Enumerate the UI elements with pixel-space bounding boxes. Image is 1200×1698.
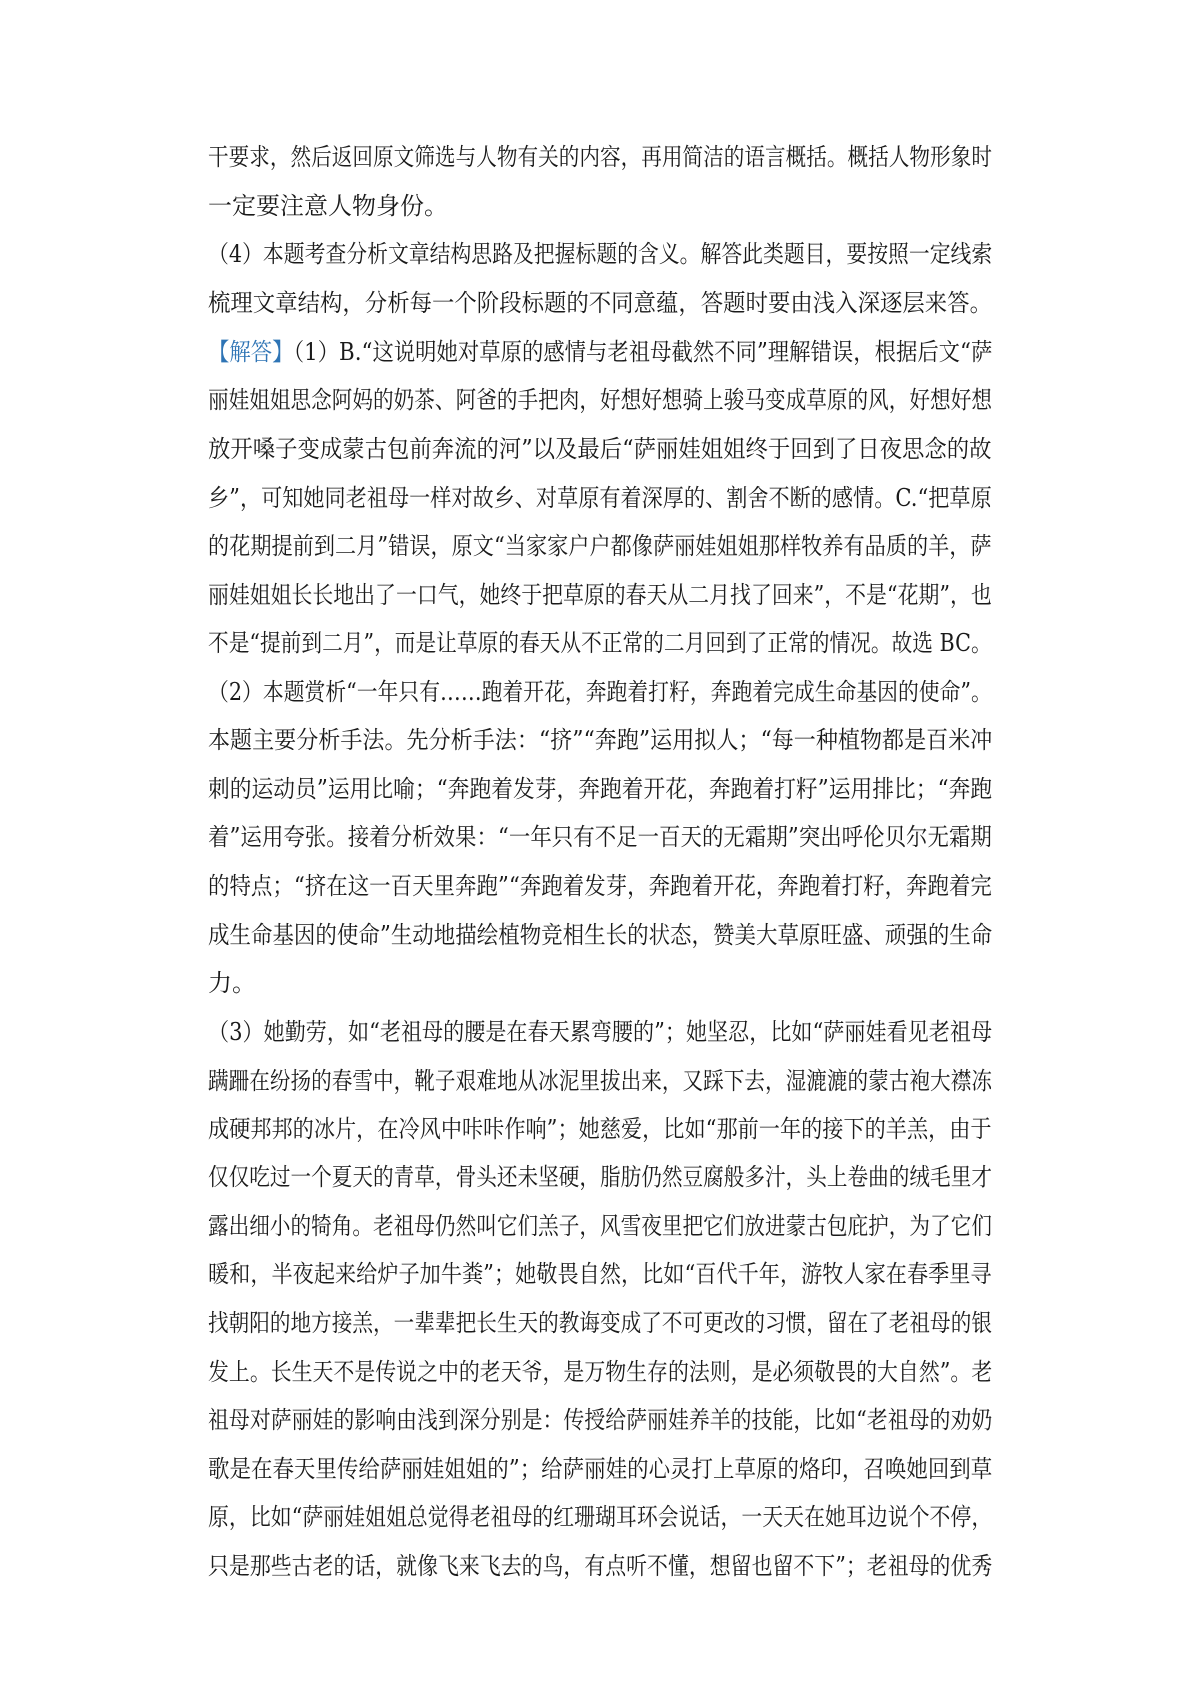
text-line: 丽娃姐姐思念阿妈的奶茶、阿爸的手把肉，好想好想骑上骏马变成草原的风，好想好想 bbox=[208, 386, 992, 414]
text-line: 力。 bbox=[208, 969, 256, 997]
text-line: 成生命基因的使命”生动地描绘植物竞相生长的状态，赞美大草原旺盛、顽强的生命 bbox=[208, 921, 993, 949]
text-line: 成硬邦邦的冰片，在冷风中咔咔作响”；她慈爱，比如“那前一年的接下的羊羔，由于 bbox=[208, 1115, 992, 1143]
text-line: 本题主要分析手法。先分析手法：“挤”“奔跑”运用拟人；“每一种植物都是百米冲 bbox=[208, 726, 993, 754]
text-line: （3）她勤劳，如“老祖母的腰是在春天累弯腰的”；她坚忍，比如“萨丽娃看见老祖母 bbox=[208, 1018, 993, 1046]
text-line: 露出细小的犄角。老祖母仍然叫它们羔子，风雪夜里把它们放进蒙古包庇护，为了它们 bbox=[208, 1212, 992, 1240]
text-line: 刺的运动员”运用比喻；“奔跑着发芽，奔跑着开花，奔跑着打籽”运用排比；“奔跑 bbox=[208, 775, 993, 803]
text-line: 找朝阳的地方接羔，一辈辈把长生天的教诲变成了不可更改的习惯，留在了老祖母的银 bbox=[208, 1309, 992, 1337]
text-line: 不是“提前到二月”，而是让草原的春天从不正常的二月回到了正常的情况。故选 BC。 bbox=[208, 629, 992, 657]
text-line: 原，比如“萨丽娃姐姐总觉得老祖母的红珊瑚耳环会说话，一天天在她耳边说个不停， bbox=[208, 1503, 993, 1531]
text-line: 着”运用夸张。接着分析效果：“一年只有不足一百天的无霜期”突出呼伦贝尔无霜期 bbox=[208, 823, 992, 851]
text-line: 发上。长生天不是传说之中的老天爷，是万物生存的法则，是必须敬畏的大自然”。老 bbox=[208, 1358, 993, 1386]
text-line: （4）本题考查分析文章结构思路及把握标题的含义。解答此类题目，要按照一定线索 bbox=[208, 240, 993, 268]
text-line: 梳理文章结构，分析每一个阶段标题的不同意蕴，答题时要由浅入深逐层来答。 bbox=[208, 289, 992, 317]
text-line: 蹒跚在纷扬的春雪中，靴子艰难地从冰泥里拔出来，又踩下去，湿漉漉的蒙古袍大襟冻 bbox=[208, 1067, 992, 1095]
text-line: 的花期提前到二月”错误，原文“当家家户户都像萨丽娃姐姐那样牧养有品质的羊，萨 bbox=[208, 532, 992, 560]
text-line: （2）本题赏析“一年只有……跑着开花，奔跑着打籽，奔跑着完成生命基因的使命”。 bbox=[208, 678, 992, 706]
text-line: 放开嗓子变成蒙古包前奔流的河”以及最后“萨丽娃姐姐终于回到了日夜思念的故 bbox=[208, 435, 992, 463]
text-line: 干要求，然后返回原文筛选与人物有关的内容，再用简洁的语言概括。概括人物形象时 bbox=[208, 143, 992, 171]
text-line: 歌是在春天里传给萨丽娃姐姐的”；给萨丽娃的心灵打上草原的烙印，召唤她回到草 bbox=[208, 1455, 993, 1483]
answer-tag: 【解答】 bbox=[208, 338, 294, 366]
text-line: （1）B.“这说明她对草原的感情与老祖母截然不同”理解错误，根据后文“萨 bbox=[293, 338, 993, 366]
text-line: 的特点；“挤在这一百天里奔跑”“奔跑着发芽，奔跑着开花，奔跑着打籽，奔跑着完 bbox=[208, 872, 992, 900]
answer-first-line bbox=[208, 338, 992, 366]
text-line: 祖母对萨丽娃的影响由浅到深分别是：传授给萨丽娃养羊的技能，比如“老祖母的劝奶 bbox=[208, 1406, 993, 1434]
text-line: 只是那些古老的话，就像飞来飞去的鸟，有点听不懂，想留也留不下”；老祖母的优秀 bbox=[208, 1552, 993, 1580]
text-line: 一定要注意人物身份。 bbox=[208, 192, 448, 220]
text-line: 暖和，半夜起来给炉子加牛粪”；她敬畏自然，比如“百代千年，游牧人家在春季里寻 bbox=[208, 1260, 992, 1288]
text-line: 乡”，可知她同老祖母一样对故乡、对草原有着深厚的、割舍不断的感情。C.“把草原 bbox=[208, 484, 992, 512]
text-line: 丽娃姐姐长长地出了一口气，她终于把草原的春天从二月找了回来”，不是“花期”，也 bbox=[208, 581, 992, 609]
text-line: 仅仅吃过一个夏天的青草，骨头还未坚硬，脂肪仍然豆腐般多汁，头上卷曲的绒毛里才 bbox=[208, 1163, 992, 1191]
